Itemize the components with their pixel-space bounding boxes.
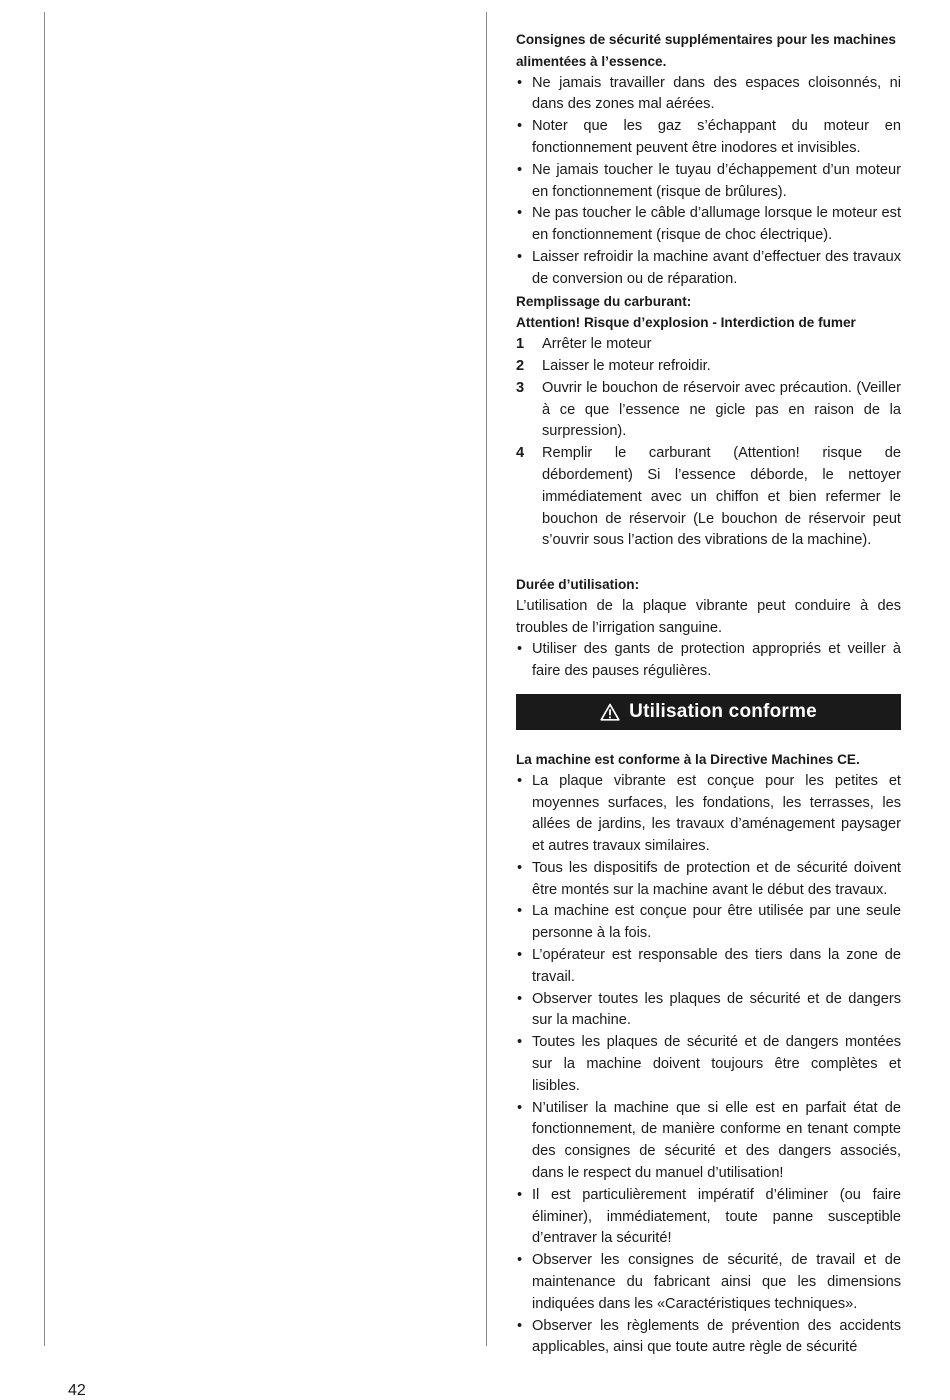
duration-heading: Durée d’utilisation: [516, 576, 640, 592]
list-item: • Tous les dispositifs de protection et de sécurité doivent être montés sur la machine avant le début des travaux. [516, 858, 901, 902]
step-number: 1 [516, 336, 525, 353]
list-item: • N’utiliser la machine que si elle est en parfait état de fonctionnement, de manière conforme en tenant compte des consignes de sécurité et des dangers associés, dans le respect du manuel d’utilisation! [516, 1098, 901, 1185]
step-number: 2 [516, 357, 525, 374]
fuel-steps-list [516, 334, 901, 552]
left-page-divider [44, 12, 45, 1346]
list-item: • Ne jamais toucher le tuyau d’échappement d’un moteur en fonctionnement (risque de brûlures). [516, 160, 901, 204]
page-number: 42 [68, 1382, 86, 1399]
list-item: • Noter que les gaz s’échappant du moteur en fonctionnement peuvent être inodores et invisibles. [516, 116, 901, 160]
list-item: • Utiliser des gants de protection appropriés et veiller à faire des pauses régulières. [516, 639, 901, 683]
numbered-step [516, 378, 901, 443]
spacer [516, 552, 901, 574]
text-column [516, 29, 901, 1359]
warning-triangle-icon [600, 703, 620, 721]
list-item: • Ne jamais travailler dans des espaces cloisonnés, ni dans des zones mal aérées. [516, 73, 901, 117]
step-text: Arrêter le moteur [542, 336, 652, 353]
usage-duration-section [516, 574, 901, 683]
fuel-filling-section [516, 291, 901, 553]
essence-safety-section [516, 29, 901, 291]
numbered-step [516, 356, 901, 378]
section-banner [516, 694, 901, 730]
intended-use-section [516, 749, 901, 1359]
list-item: • Observer les règlements de prévention des accidents applicables, ainsi que toute autre règle de sécurité [516, 1316, 901, 1360]
list-item: • Ne pas toucher le câble d’allumage lorsque le moteur est en fonctionnement (risque de choc électrique). [516, 203, 901, 247]
conformity-heading: La machine est conforme à la Directive Machines CE. [516, 751, 860, 767]
fuel-heading: Remplissage du carburant: [516, 293, 692, 309]
list-item: • Toutes les plaques de sécurité et de dangers montées sur la machine doivent toujours être complètes et lisibles. [516, 1032, 901, 1097]
duration-bullet-list [516, 639, 901, 683]
essence-bullet-list [516, 73, 901, 291]
duration-text: L’utilisation de la plaque vibrante peut conduire à des troubles de l’irrigation sanguine. [516, 597, 901, 636]
numbered-step [516, 334, 901, 356]
step-text: Laisser le moteur refroidir. [542, 357, 711, 374]
column-divider [486, 12, 487, 1346]
step-text: Ouvrir le bouchon de réservoir avec précaution. (Veiller à ce que l’essence ne gicle pas en raison de la surpression). [542, 379, 901, 440]
list-item: • Observer les consignes de sécurité, de travail et de maintenance du fabricant ainsi que les dimensions indiquées dans les «Caractéristiques techniques». [516, 1250, 901, 1315]
step-number: 3 [516, 379, 525, 396]
explosion-warning: Attention! Risque d’explosion - Interdiction de fumer [516, 315, 856, 331]
list-item: • Il est particulièrement impératif d’éliminer (ou faire éliminer), immédiatement, toute panne susceptible d’entraver la sécurité! [516, 1185, 901, 1250]
list-item: • Observer toutes les plaques de sécurité et de dangers sur la machine. [516, 989, 901, 1033]
numbered-step [516, 443, 901, 552]
step-text: Remplir le carburant (Attention! risque de débordement) Si l’essence déborde, le nettoyer immédiatement avec un chiffon et bien refermer le bouchon de réservoir (Le bouchon de réservoir peut s’ouvrir sous l’action des vibrations de la machine). [542, 445, 901, 549]
list-item: • La machine est conçue pour être utilisée par une seule personne à la fois. [516, 901, 901, 945]
intended-use-bullet-list [516, 771, 901, 1360]
step-number: 4 [516, 445, 525, 462]
banner-title: Utilisation conforme [629, 701, 817, 722]
list-item: • L’opérateur est responsable des tiers dans la zone de travail. [516, 945, 901, 989]
essence-heading: Consignes de sécurité supplémentaires pour les machines alimentées à l’essence. [516, 32, 896, 69]
list-item: • Laisser refroidir la machine avant d’effectuer des travaux de conversion ou de réparation. [516, 247, 901, 291]
list-item: • La plaque vibrante est conçue pour les petites et moyennes surfaces, les fondations, les terrasses, les allées de jardins, les travaux d’aménagement paysager et autres travaux similaires. [516, 771, 901, 858]
